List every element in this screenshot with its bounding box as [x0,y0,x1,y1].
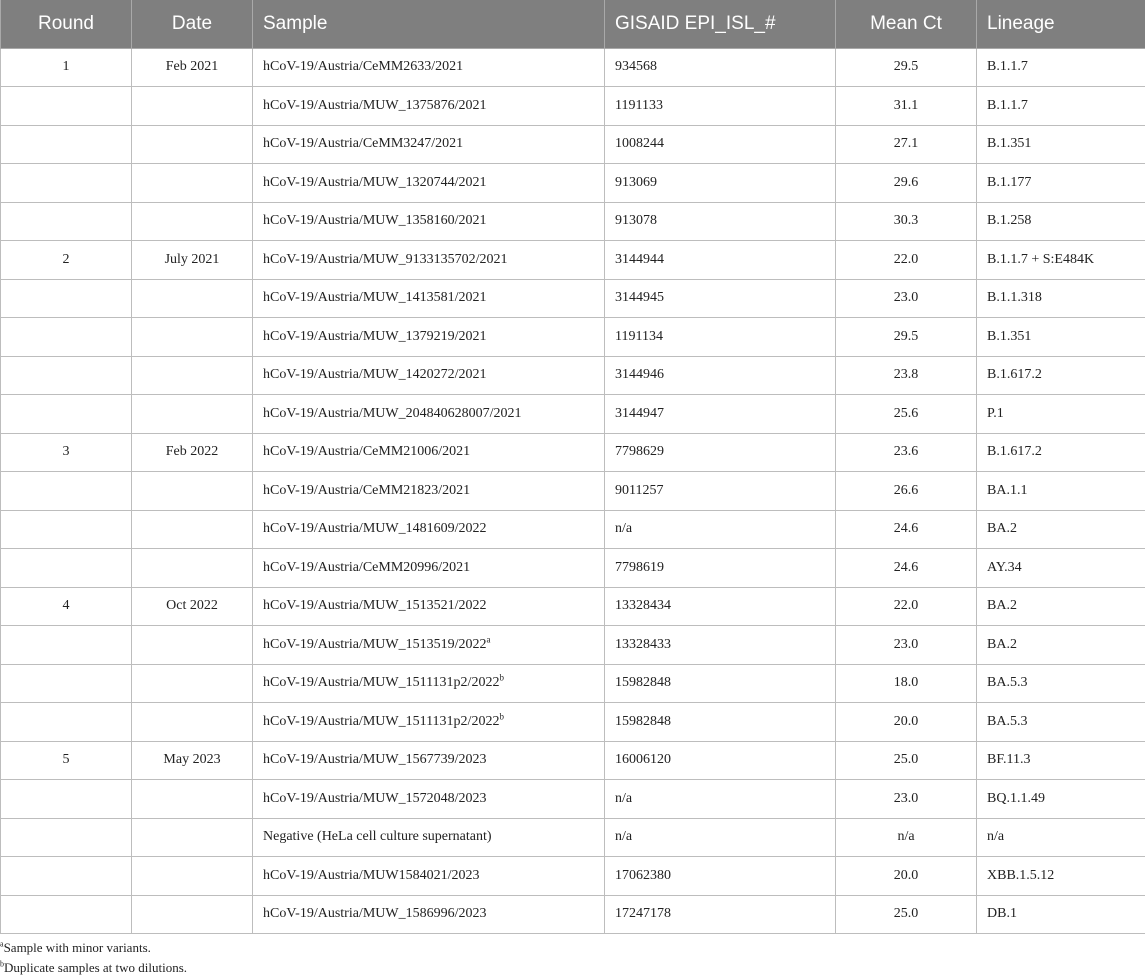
cell-gisaid-text: 7798629 [615,444,664,460]
cell-mean-ct-text: 22.0 [893,251,919,267]
cell-lineage-text: P.1 [987,405,1004,421]
cell-mean-ct [836,895,977,934]
cell-mean-ct [836,318,977,357]
cell-lineage-text: B.1.351 [987,136,1032,152]
cell-round [1,780,132,819]
cell-sample-text: hCoV-19/Austria/MUW_1413581/2021 [263,290,487,306]
cell-mean-ct-text: 26.6 [893,482,919,498]
cell-sample [253,279,605,318]
cell-date [132,549,253,588]
cell-gisaid-text: 15982848 [615,713,671,729]
cell-lineage-text: B.1.1.318 [987,290,1042,306]
cell-sample-text: hCoV-19/Austria/CeMM20996/2021 [263,559,471,575]
table-row [1,664,1145,703]
cell-mean-ct-text: 25.0 [893,752,919,768]
cell-lineage [977,279,1145,318]
table-row [1,433,1145,472]
cell-lineage [977,626,1145,665]
cell-gisaid [605,164,836,203]
header-lineage: Lineage [977,0,1145,48]
footnotes [0,938,187,978]
cell-date-text: Oct 2022 [166,598,218,614]
table-body [1,48,1145,934]
cell-lineage [977,241,1145,280]
cell-lineage [977,510,1145,549]
cell-round [1,587,132,626]
cell-round-text: 1 [62,59,70,75]
cell-mean-ct [836,87,977,126]
cell-sample-text: hCoV-19/Austria/MUW_1481609/2022 [263,521,487,537]
cell-sample-text: hCoV-19/Austria/CeMM2633/2021 [263,59,464,75]
cell-date [132,125,253,164]
cell-round [1,664,132,703]
cell-gisaid-text: 1191133 [615,97,663,113]
cell-mean-ct-text: 23.0 [893,790,919,806]
cell-date [132,241,253,280]
cell-sample [253,395,605,434]
cell-gisaid [605,703,836,742]
cell-lineage-text: BA.1.1 [987,482,1028,498]
cell-gisaid [605,125,836,164]
cell-sample-text: hCoV-19/Austria/MUW_1358160/2021 [263,213,487,229]
cell-round [1,818,132,857]
cell-gisaid [605,626,836,665]
table-row [1,780,1145,819]
table-row [1,279,1145,318]
cell-gisaid-text: 934568 [615,59,657,75]
cell-mean-ct [836,818,977,857]
cell-gisaid [605,664,836,703]
table-row [1,626,1145,665]
cell-lineage [977,356,1145,395]
cell-mean-ct [836,164,977,203]
cell-lineage-text: B.1.258 [987,213,1032,229]
cell-lineage [977,587,1145,626]
cell-lineage-text: B.1.177 [987,174,1032,190]
cell-gisaid-text: 13328433 [615,636,671,652]
cell-gisaid-text: 913078 [615,213,657,229]
cell-lineage-text: DB.1 [987,906,1017,922]
table-row [1,241,1145,280]
cell-sample-text: hCoV-19/Austria/MUW_1567739/2023 [263,752,487,768]
cell-sample [253,664,605,703]
table-row [1,510,1145,549]
cell-round [1,895,132,934]
cell-date [132,818,253,857]
cell-date [132,703,253,742]
cell-round [1,241,132,280]
cell-gisaid-text: 16006120 [615,752,671,768]
table-row [1,164,1145,203]
cell-lineage-text: B.1.1.7 [987,59,1028,75]
cell-sample [253,895,605,934]
footnote-text: Sample with minor variants. [3,940,151,955]
cell-mean-ct [836,125,977,164]
header-sample: Sample [253,0,605,48]
cell-sample-text: hCoV-19/Austria/MUW_1379219/2021 [263,328,487,344]
table-header [1,0,1145,48]
cell-lineage-text: XBB.1.5.12 [987,867,1055,883]
footnote-mark: b [499,672,504,683]
cell-sample-text: hCoV-19/Austria/MUW_1375876/2021 [263,97,487,113]
cell-date [132,164,253,203]
cell-round [1,703,132,742]
cell-gisaid [605,279,836,318]
cell-sample [253,241,605,280]
cell-lineage [977,818,1145,857]
cell-sample-text: hCoV-19/Austria/MUW1584021/2023 [263,867,480,883]
cell-gisaid [605,433,836,472]
cell-date [132,395,253,434]
cell-mean-ct-text: 25.6 [893,405,919,421]
cell-mean-ct [836,510,977,549]
cell-mean-ct-text: 23.8 [893,367,919,383]
cell-date [132,587,253,626]
table-row [1,395,1145,434]
cell-gisaid-text: 15982848 [615,675,671,691]
table-row [1,703,1145,742]
cell-date [132,472,253,511]
cell-mean-ct [836,395,977,434]
cell-round [1,125,132,164]
cell-gisaid [605,202,836,241]
cell-mean-ct-text: 25.0 [893,906,919,922]
table-row [1,472,1145,511]
cell-mean-ct-text: 23.0 [893,290,919,306]
cell-sample-text: Negative (HeLa cell culture supernatant) [263,829,492,845]
cell-lineage [977,703,1145,742]
table-row [1,125,1145,164]
cell-sample-text: hCoV-19/Austria/MUW_1513521/2022 [263,598,487,614]
cell-mean-ct-text: 20.0 [893,867,919,883]
cell-mean-ct-text: 18.0 [893,675,919,691]
header-round: Round [1,0,132,48]
table-row [1,741,1145,780]
cell-lineage-text: AY.34 [987,559,1022,575]
table-row [1,587,1145,626]
cell-round [1,48,132,87]
cell-lineage-text: BF.11.3 [987,752,1031,768]
cell-sample-text: hCoV-19/Austria/MUW_1513519/2022 [263,636,487,652]
cell-sample-text: hCoV-19/Austria/MUW_204840628007/2021 [263,405,522,421]
cell-round [1,395,132,434]
table-row [1,857,1145,896]
cell-lineage [977,780,1145,819]
footnote-mark: a [486,634,491,645]
cell-sample [253,587,605,626]
cell-sample [253,125,605,164]
cell-sample [253,510,605,549]
cell-date-text: Feb 2022 [165,444,219,460]
cell-sample-text: hCoV-19/Austria/MUW_1511131p2/2022 [263,675,500,691]
cell-lineage-text: B.1.1.7 + S:E484K [987,251,1095,267]
footnote-a [0,938,187,958]
cell-gisaid-text: 9011257 [615,482,664,498]
cell-gisaid [605,318,836,357]
cell-sample [253,356,605,395]
cell-lineage-text: B.1.617.2 [987,367,1042,383]
cell-lineage [977,741,1145,780]
cell-round [1,279,132,318]
cell-round [1,202,132,241]
cell-lineage [977,125,1145,164]
cell-mean-ct [836,626,977,665]
cell-lineage [977,318,1145,357]
cell-lineage-text: BA.2 [987,598,1017,614]
cell-lineage [977,664,1145,703]
cell-mean-ct [836,433,977,472]
table-row [1,87,1145,126]
cell-mean-ct-text: 29.5 [893,59,919,75]
cell-round [1,549,132,588]
cell-mean-ct [836,48,977,87]
cell-mean-ct-text: n/a [897,829,915,845]
cell-mean-ct-text: 20.0 [893,713,919,729]
cell-sample-text: hCoV-19/Austria/CeMM3247/2021 [263,136,464,152]
cell-lineage-text: n/a [987,829,1005,845]
cell-date [132,318,253,357]
table-row [1,549,1145,588]
cell-mean-ct [836,472,977,511]
cell-gisaid [605,818,836,857]
cell-date [132,741,253,780]
cell-mean-ct-text: 27.1 [893,136,919,152]
cell-lineage [977,549,1145,588]
cell-sample-text: hCoV-19/Austria/MUW_1511131p2/2022 [263,713,500,729]
cell-lineage [977,433,1145,472]
cell-gisaid-text: 7798619 [615,559,664,575]
cell-mean-ct-text: 30.3 [893,213,919,229]
cell-gisaid-text: 17247178 [615,906,671,922]
cell-mean-ct-text: 24.6 [893,559,919,575]
cell-gisaid-text: 1008244 [615,136,664,152]
cell-date-text: May 2023 [163,752,221,768]
cell-date-text: July 2021 [164,251,220,267]
cell-mean-ct [836,780,977,819]
cell-lineage-text: BA.5.3 [987,675,1028,691]
cell-gisaid-text: n/a [615,790,633,806]
cell-mean-ct [836,703,977,742]
cell-lineage [977,857,1145,896]
cell-gisaid [605,741,836,780]
cell-round [1,472,132,511]
cell-date [132,87,253,126]
cell-mean-ct-text: 22.0 [893,598,919,614]
cell-gisaid-text: 17062380 [615,867,671,883]
header-mean-ct: Mean Ct [836,0,977,48]
cell-lineage-text: BQ.1.1.49 [987,790,1045,806]
cell-gisaid [605,780,836,819]
cell-round [1,510,132,549]
cell-mean-ct-text: 23.6 [893,444,919,460]
cell-sample-text: hCoV-19/Austria/MUW_1320744/2021 [263,174,487,190]
cell-round-text: 3 [62,444,70,460]
cell-lineage [977,202,1145,241]
cell-gisaid [605,895,836,934]
cell-lineage-text: BA.2 [987,636,1017,652]
cell-sample [253,318,605,357]
cell-mean-ct-text: 31.1 [893,97,919,113]
cell-mean-ct-text: 24.6 [893,521,919,537]
cell-mean-ct [836,664,977,703]
cell-round [1,356,132,395]
cell-gisaid [605,48,836,87]
cell-sample [253,741,605,780]
footnote-mark: a [0,939,4,949]
cell-sample [253,164,605,203]
cell-round-text: 2 [62,251,70,267]
cell-date [132,626,253,665]
cell-gisaid [605,857,836,896]
cell-gisaid [605,587,836,626]
footnote-b [0,958,187,978]
cell-gisaid-text: n/a [615,521,633,537]
cell-sample-text: hCoV-19/Austria/MUW_9133135702/2021 [263,251,508,267]
table-row [1,202,1145,241]
cell-gisaid-text: 3144944 [615,251,664,267]
cell-sample-text: hCoV-19/Austria/MUW_1572048/2023 [263,790,487,806]
cell-gisaid [605,356,836,395]
cell-round [1,87,132,126]
table-row [1,48,1145,87]
cell-gisaid [605,241,836,280]
cell-date-text: Feb 2021 [165,59,219,75]
cell-sample [253,857,605,896]
cell-sample [253,703,605,742]
cell-date [132,356,253,395]
cell-date [132,279,253,318]
header-gisaid: GISAID EPI_ISL_# [605,0,836,48]
cell-gisaid-text: 3144945 [615,290,664,306]
cell-round-text: 4 [62,598,70,614]
cell-round [1,433,132,472]
cell-date [132,433,253,472]
cell-lineage [977,895,1145,934]
cell-round [1,741,132,780]
cell-gisaid-text: 913069 [615,174,657,190]
cell-lineage [977,472,1145,511]
cell-sample [253,780,605,819]
cell-round [1,626,132,665]
cell-mean-ct [836,857,977,896]
cell-sample-text: hCoV-19/Austria/MUW_1586996/2023 [263,906,487,922]
cell-gisaid-text: 3144947 [615,405,664,421]
cell-sample [253,472,605,511]
cell-date [132,664,253,703]
cell-lineage [977,87,1145,126]
table-row [1,356,1145,395]
cell-mean-ct [836,741,977,780]
footnote-mark: b [0,959,4,969]
footnote-text: Duplicate samples at two dilutions. [4,960,188,975]
cell-date [132,895,253,934]
cell-date [132,510,253,549]
cell-gisaid [605,549,836,588]
cell-lineage [977,164,1145,203]
cell-date [132,48,253,87]
cell-mean-ct [836,202,977,241]
cell-gisaid [605,87,836,126]
cell-gisaid-text: n/a [615,829,633,845]
cell-gisaid [605,510,836,549]
cell-gisaid [605,395,836,434]
cell-sample [253,549,605,588]
cell-sample [253,433,605,472]
cell-lineage [977,48,1145,87]
cell-gisaid-text: 3144946 [615,367,664,383]
cell-sample-text: hCoV-19/Austria/CeMM21006/2021 [263,444,471,460]
cell-lineage-text: BA.2 [987,521,1017,537]
cell-round-text: 5 [62,752,70,768]
cell-sample [253,818,605,857]
cell-mean-ct [836,549,977,588]
cell-sample-text: hCoV-19/Austria/MUW_1420272/2021 [263,367,487,383]
cell-mean-ct [836,356,977,395]
cell-sample [253,87,605,126]
cell-date [132,857,253,896]
cell-date [132,202,253,241]
table-row [1,895,1145,934]
cell-mean-ct-text: 23.0 [893,636,919,652]
table-row [1,318,1145,357]
cell-round [1,857,132,896]
cell-lineage-text: B.1.1.7 [987,97,1028,113]
cell-mean-ct-text: 29.6 [893,174,919,190]
cell-lineage-text: B.1.617.2 [987,444,1042,460]
cell-sample [253,202,605,241]
footnote-mark: b [499,711,504,722]
cell-round [1,318,132,357]
table-row [1,818,1145,857]
cell-lineage-text: BA.5.3 [987,713,1028,729]
cell-mean-ct-text: 29.5 [893,328,919,344]
cell-mean-ct [836,279,977,318]
cell-lineage [977,395,1145,434]
cell-gisaid-text: 13328434 [615,598,671,614]
cell-round [1,164,132,203]
cell-sample-text: hCoV-19/Austria/CeMM21823/2021 [263,482,471,498]
cell-lineage-text: B.1.351 [987,328,1032,344]
cell-mean-ct [836,587,977,626]
cell-sample [253,48,605,87]
cell-sample [253,626,605,665]
cell-date [132,780,253,819]
cell-mean-ct [836,241,977,280]
header-date: Date [132,0,253,48]
cell-gisaid [605,472,836,511]
cell-gisaid-text: 1191134 [615,328,663,344]
